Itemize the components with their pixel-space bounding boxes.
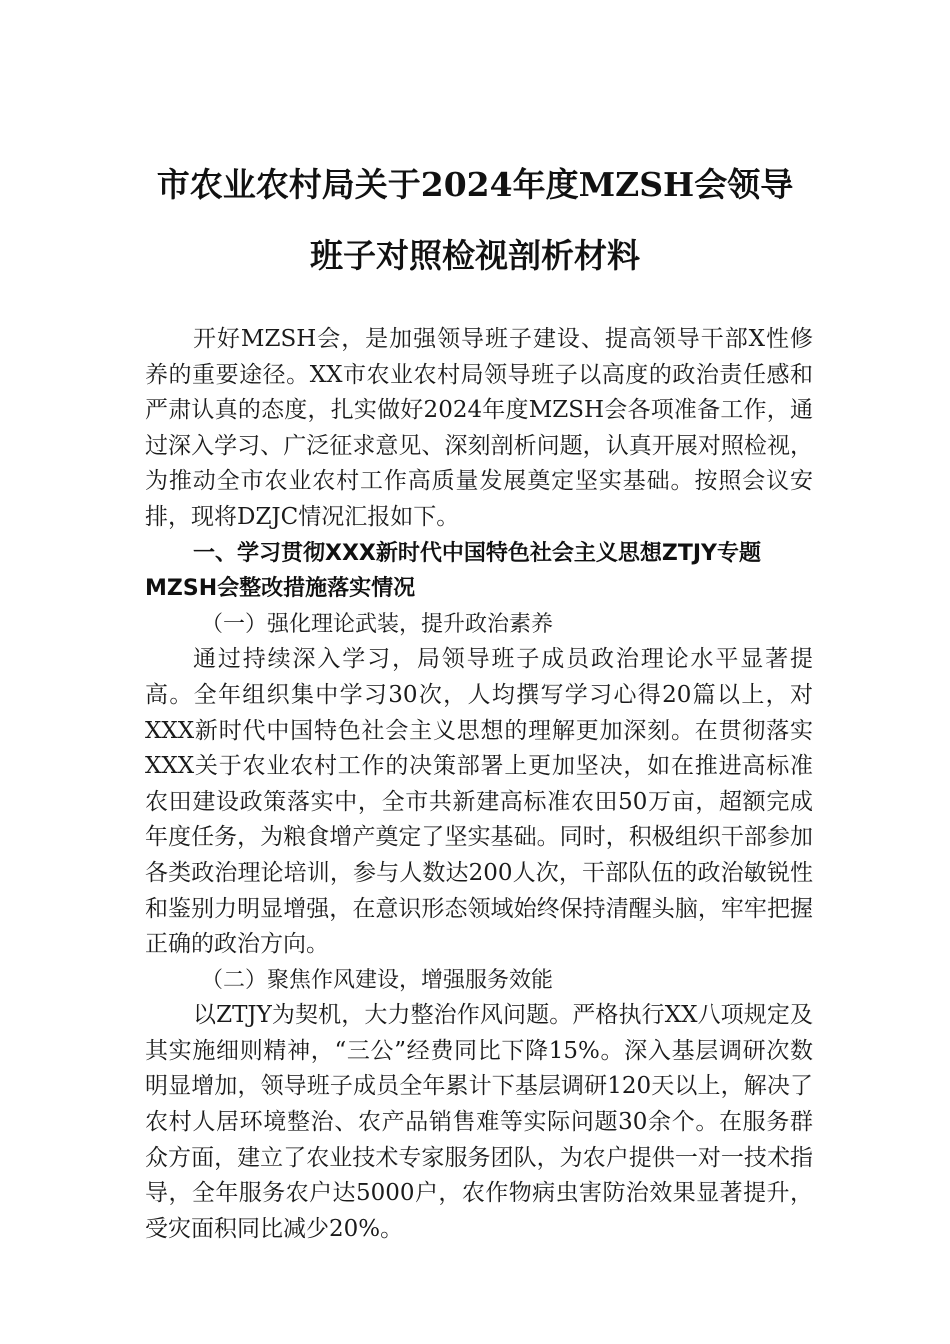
- document-title-line-1: 市农业农村局关于2024年度MZSH会领导: [156, 165, 794, 204]
- subsection-2-heading: （二）聚焦作风建设，增强服务效能: [201, 967, 554, 993]
- subsection-2-paragraph: 以ZTJY为契机，大力整治作风问题。严格执行XX八项规定及其实施细则精神，“三公”经费同比下降15%。深入基层调研次数明显增加，领导班子成员全年累计下基层调研120天以上，解决了农村人居环境整治、农产品销售难等实际问题30余个。在服务群众方面，建立了农业技术专家服务团队，为农户提供一对一技术指导，全年服务农户达5000户，农作物病虫害防治效果显著提升，受灾面积同比减少20%。: [145, 1002, 813, 1242]
- intro-paragraph: 开好MZSH会，是加强领导班子建设、提高领导干部X性修养的重要途径。XX市农业农村局领导班子以高度的政治责任感和严肃认真的态度，扎实做好2024年度MZSH会各项准备工作，通过深入学习、广泛征求意见、深刻剖析问题，认真开展对照检视，为推动全市农业农村工作高质量发展奠定坚实基础。按照会议安排，现将DZJC情况汇报如下。: [145, 326, 813, 530]
- section-1-heading: 一、学习贯彻XXX新时代中国特色社会主义思想ZTJY专题MZSH会整改措施落实情况: [145, 540, 761, 602]
- subsection-1-paragraph: 通过持续深入学习，局领导班子成员政治理论水平显著提高。全年组织集中学习30次，人均撰写学习心得20篇以上，对XXX新时代中国特色社会主义思想的理解更加深刻。在贯彻落实XXX关于农业农村工作的决策部署上更加坚决，如在推进高标准农田建设政策落实中，全市共新建高标准农田50万亩，超额完成年度任务，为粮食增产奠定了坚实基础。同时，积极组织干部参加各类政治理论培训，参与人数达200人次，干部队伍的政治敏锐性和鉴别力明显增强，在意识形态领域始终保持清醒头脑，牢牢把握正确的政治方向。: [145, 646, 813, 958]
- document-title-line-2: 班子对照检视剖析材料: [310, 236, 640, 275]
- document-body: [145, 322, 813, 1247]
- subsection-1-heading: （一）强化理论武装，提升政治素养: [201, 611, 554, 637]
